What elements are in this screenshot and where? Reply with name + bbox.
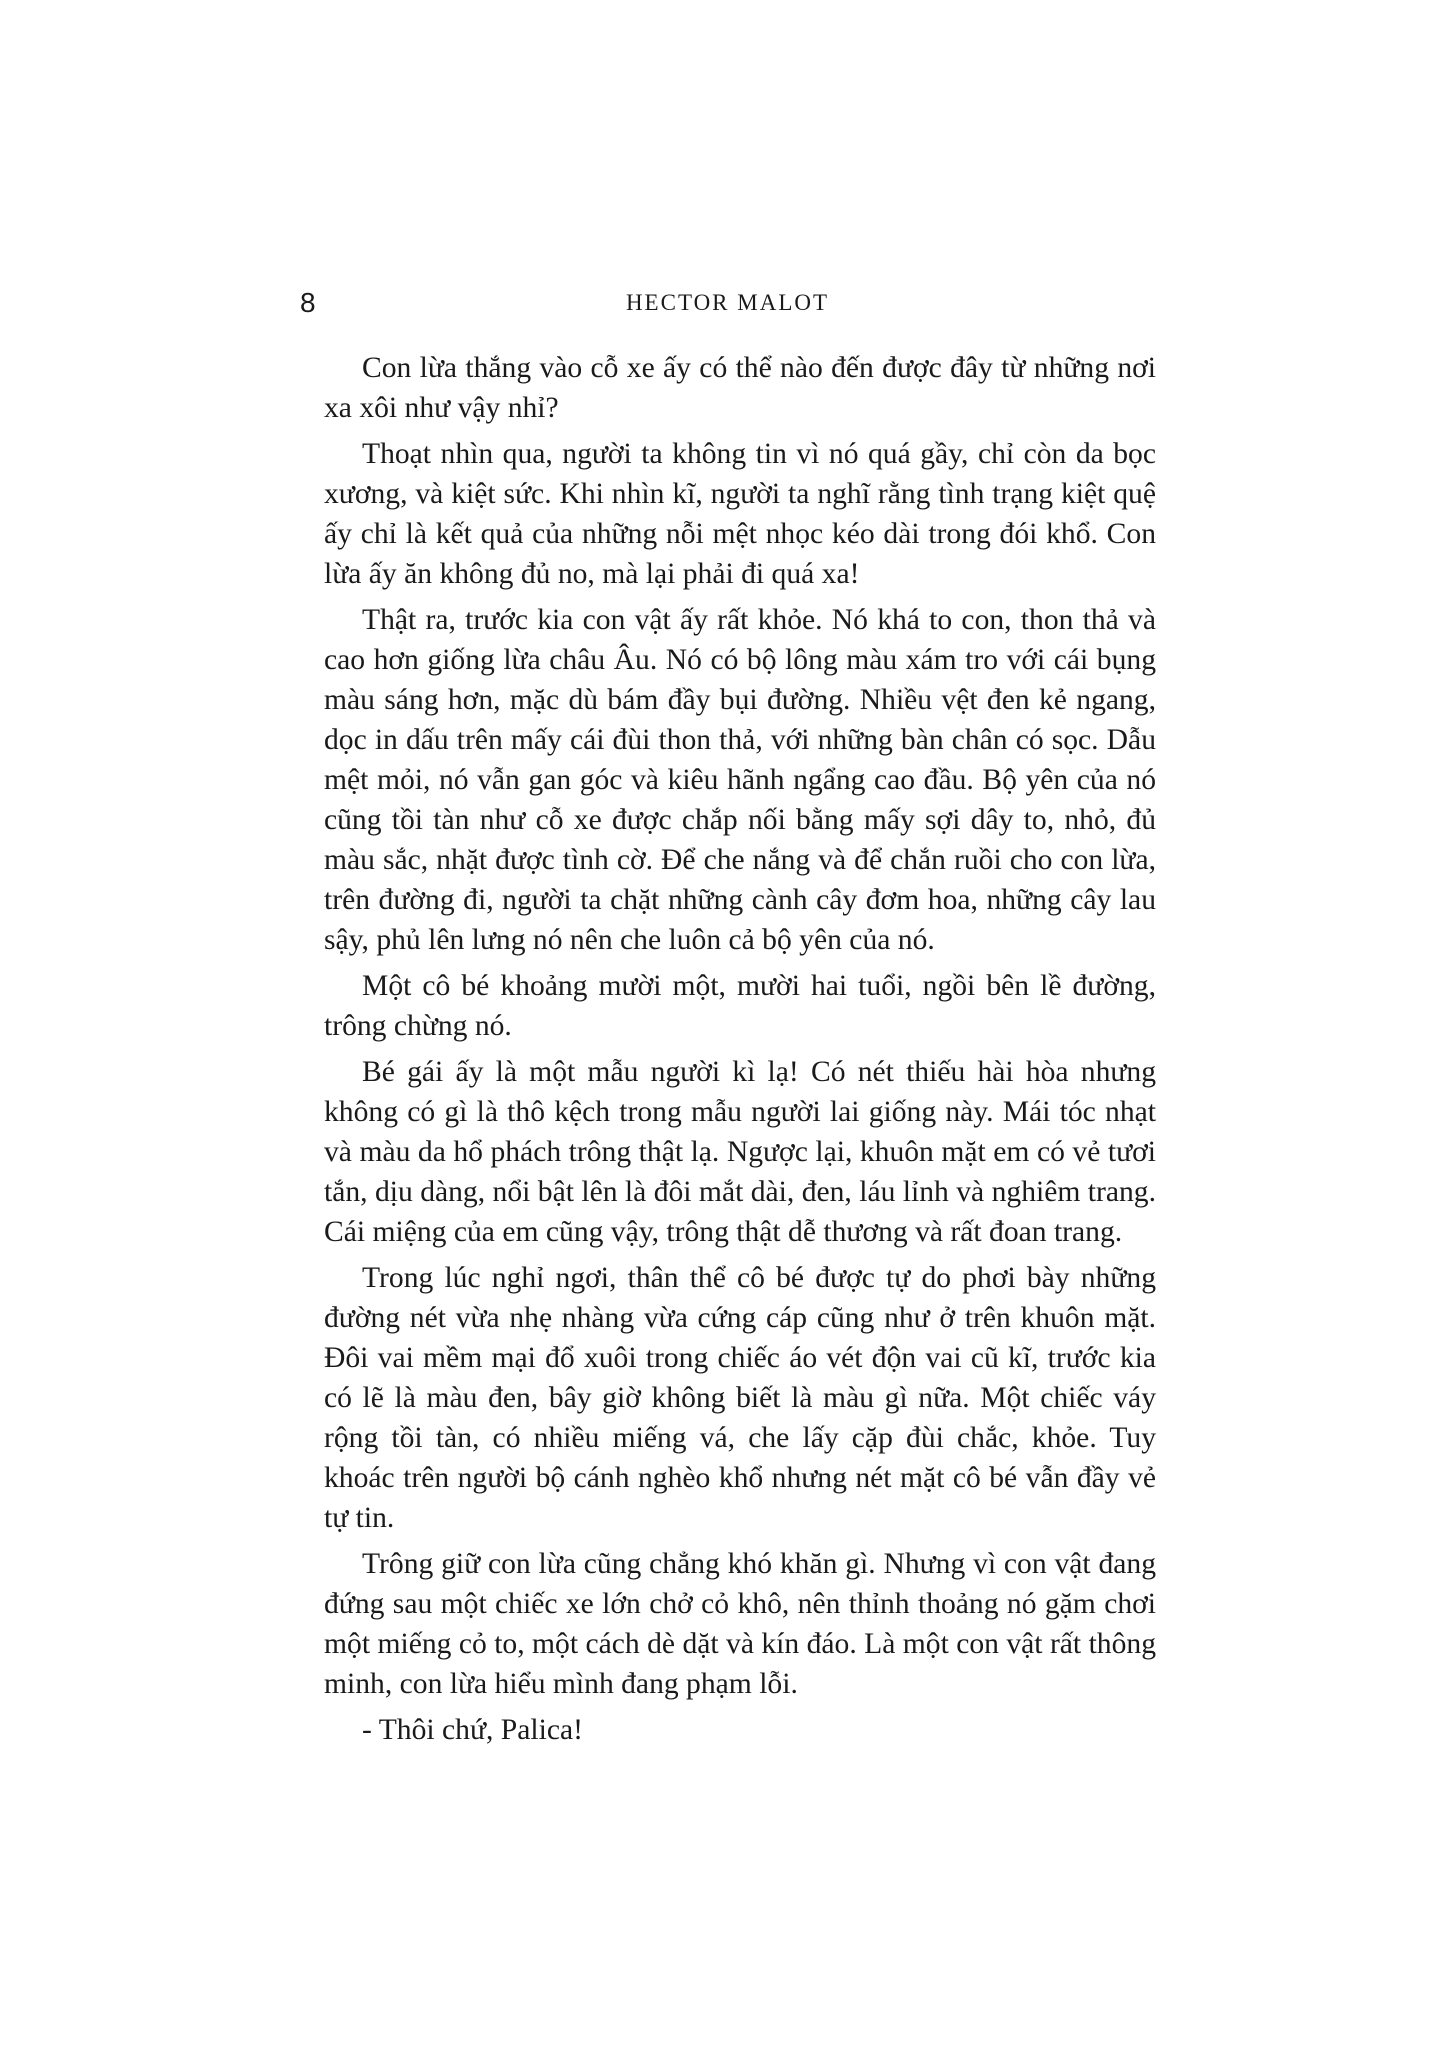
page-number: 8 [300, 287, 316, 318]
paragraph: Trông giữ con lừa cũng chẳng khó khăn gì. Nhưng vì con vật đang đứng sau một chiếc xe lớn chở cỏ khô, nên thỉnh thoảng nó gặm chơi một miếng cỏ to, một cách dè dặt và kín đáo. Là một con vật rất thông minh, con lừa hiểu mình đang phạm lỗi. [324, 1548, 1156, 1700]
running-title: HECTOR MALOT [625, 290, 830, 315]
dialogue-line: - Thôi chứ, Palica! [362, 1714, 583, 1746]
paragraph: Con lừa thắng vào cỗ xe ấy có thể nào đến được đây từ những nơi xa xôi như vậy nhỉ? [324, 352, 1156, 424]
paragraph: Thật ra, trước kia con vật ấy rất khỏe. Nó khá to con, thon thả và cao hơn giống lừa châu Âu. Nó có bộ lông màu xám tro với cái bụng màu sáng hơn, mặc dù bám đầy bụi đường. Nhiều vệt đen kẻ ngang, dọc in dấu trên mấy cái đùi thon thả, với những bàn chân có sọc. Dẫu mệt mỏi, nó vẫn gan góc và kiêu hãnh ngẩng cao đầu. Bộ yên của nó cũng tồi tàn như cỗ xe được chắp nối bằng mấy sợi dây to, nhỏ, đủ màu sắc, nhặt được tình cờ. Để che nắng và để chắn ruồi cho con lừa, trên đường đi, người ta chặt những cành cây đơm hoa, những cây lau sậy, phủ lên lưng nó nên che luôn cả bộ yên của nó. [324, 604, 1156, 956]
paragraph: Trong lúc nghỉ ngơi, thân thể cô bé được tự do phơi bày những đường nét vừa nhẹ nhàng vừa cứng cáp cũng như ở trên khuôn mặt. Đôi vai mềm mại đổ xuôi trong chiếc áo vét độn vai cũ kĩ, trước kia có lẽ là màu đen, bây giờ không biết là màu gì nữa. Một chiếc váy rộng tồi tàn, có nhiều miếng vá, che lấy cặp đùi chắc, khỏe. Tuy khoác trên người bộ cánh nghèo khổ nhưng nét mặt cô bé vẫn đầy vẻ tự tin. [324, 1262, 1156, 1534]
running-header [300, 285, 1155, 325]
paragraph: Thoạt nhìn qua, người ta không tin vì nó quá gầy, chỉ còn da bọc xương, và kiệt sức. Khi nhìn kĩ, người ta nghĩ rằng tình trạng kiệt quệ ấy chỉ là kết quả của những nỗi mệt nhọc kéo dài trong đói khổ. Con lừa ấy ăn không đủ no, mà lại phải đi quá xa! [324, 438, 1156, 590]
paragraph: Bé gái ấy là một mẫu người kì lạ! Có nét thiếu hài hòa nhưng không có gì là thô kệch trong mẫu người lai giống này. Mái tóc nhạt và màu da hổ phách trông thật lạ. Ngược lại, khuôn mặt em có vẻ tươi tắn, dịu dàng, nổi bật lên là đôi mắt dài, đen, láu lỉnh và nghiêm trang. Cái miệng của em cũng vậy, trông thật dễ thương và rất đoan trang. [324, 1056, 1156, 1248]
body-text [324, 348, 1156, 1756]
paragraph: Một cô bé khoảng mười một, mười hai tuổi, ngồi bên lề đường, trông chừng nó. [324, 970, 1156, 1042]
